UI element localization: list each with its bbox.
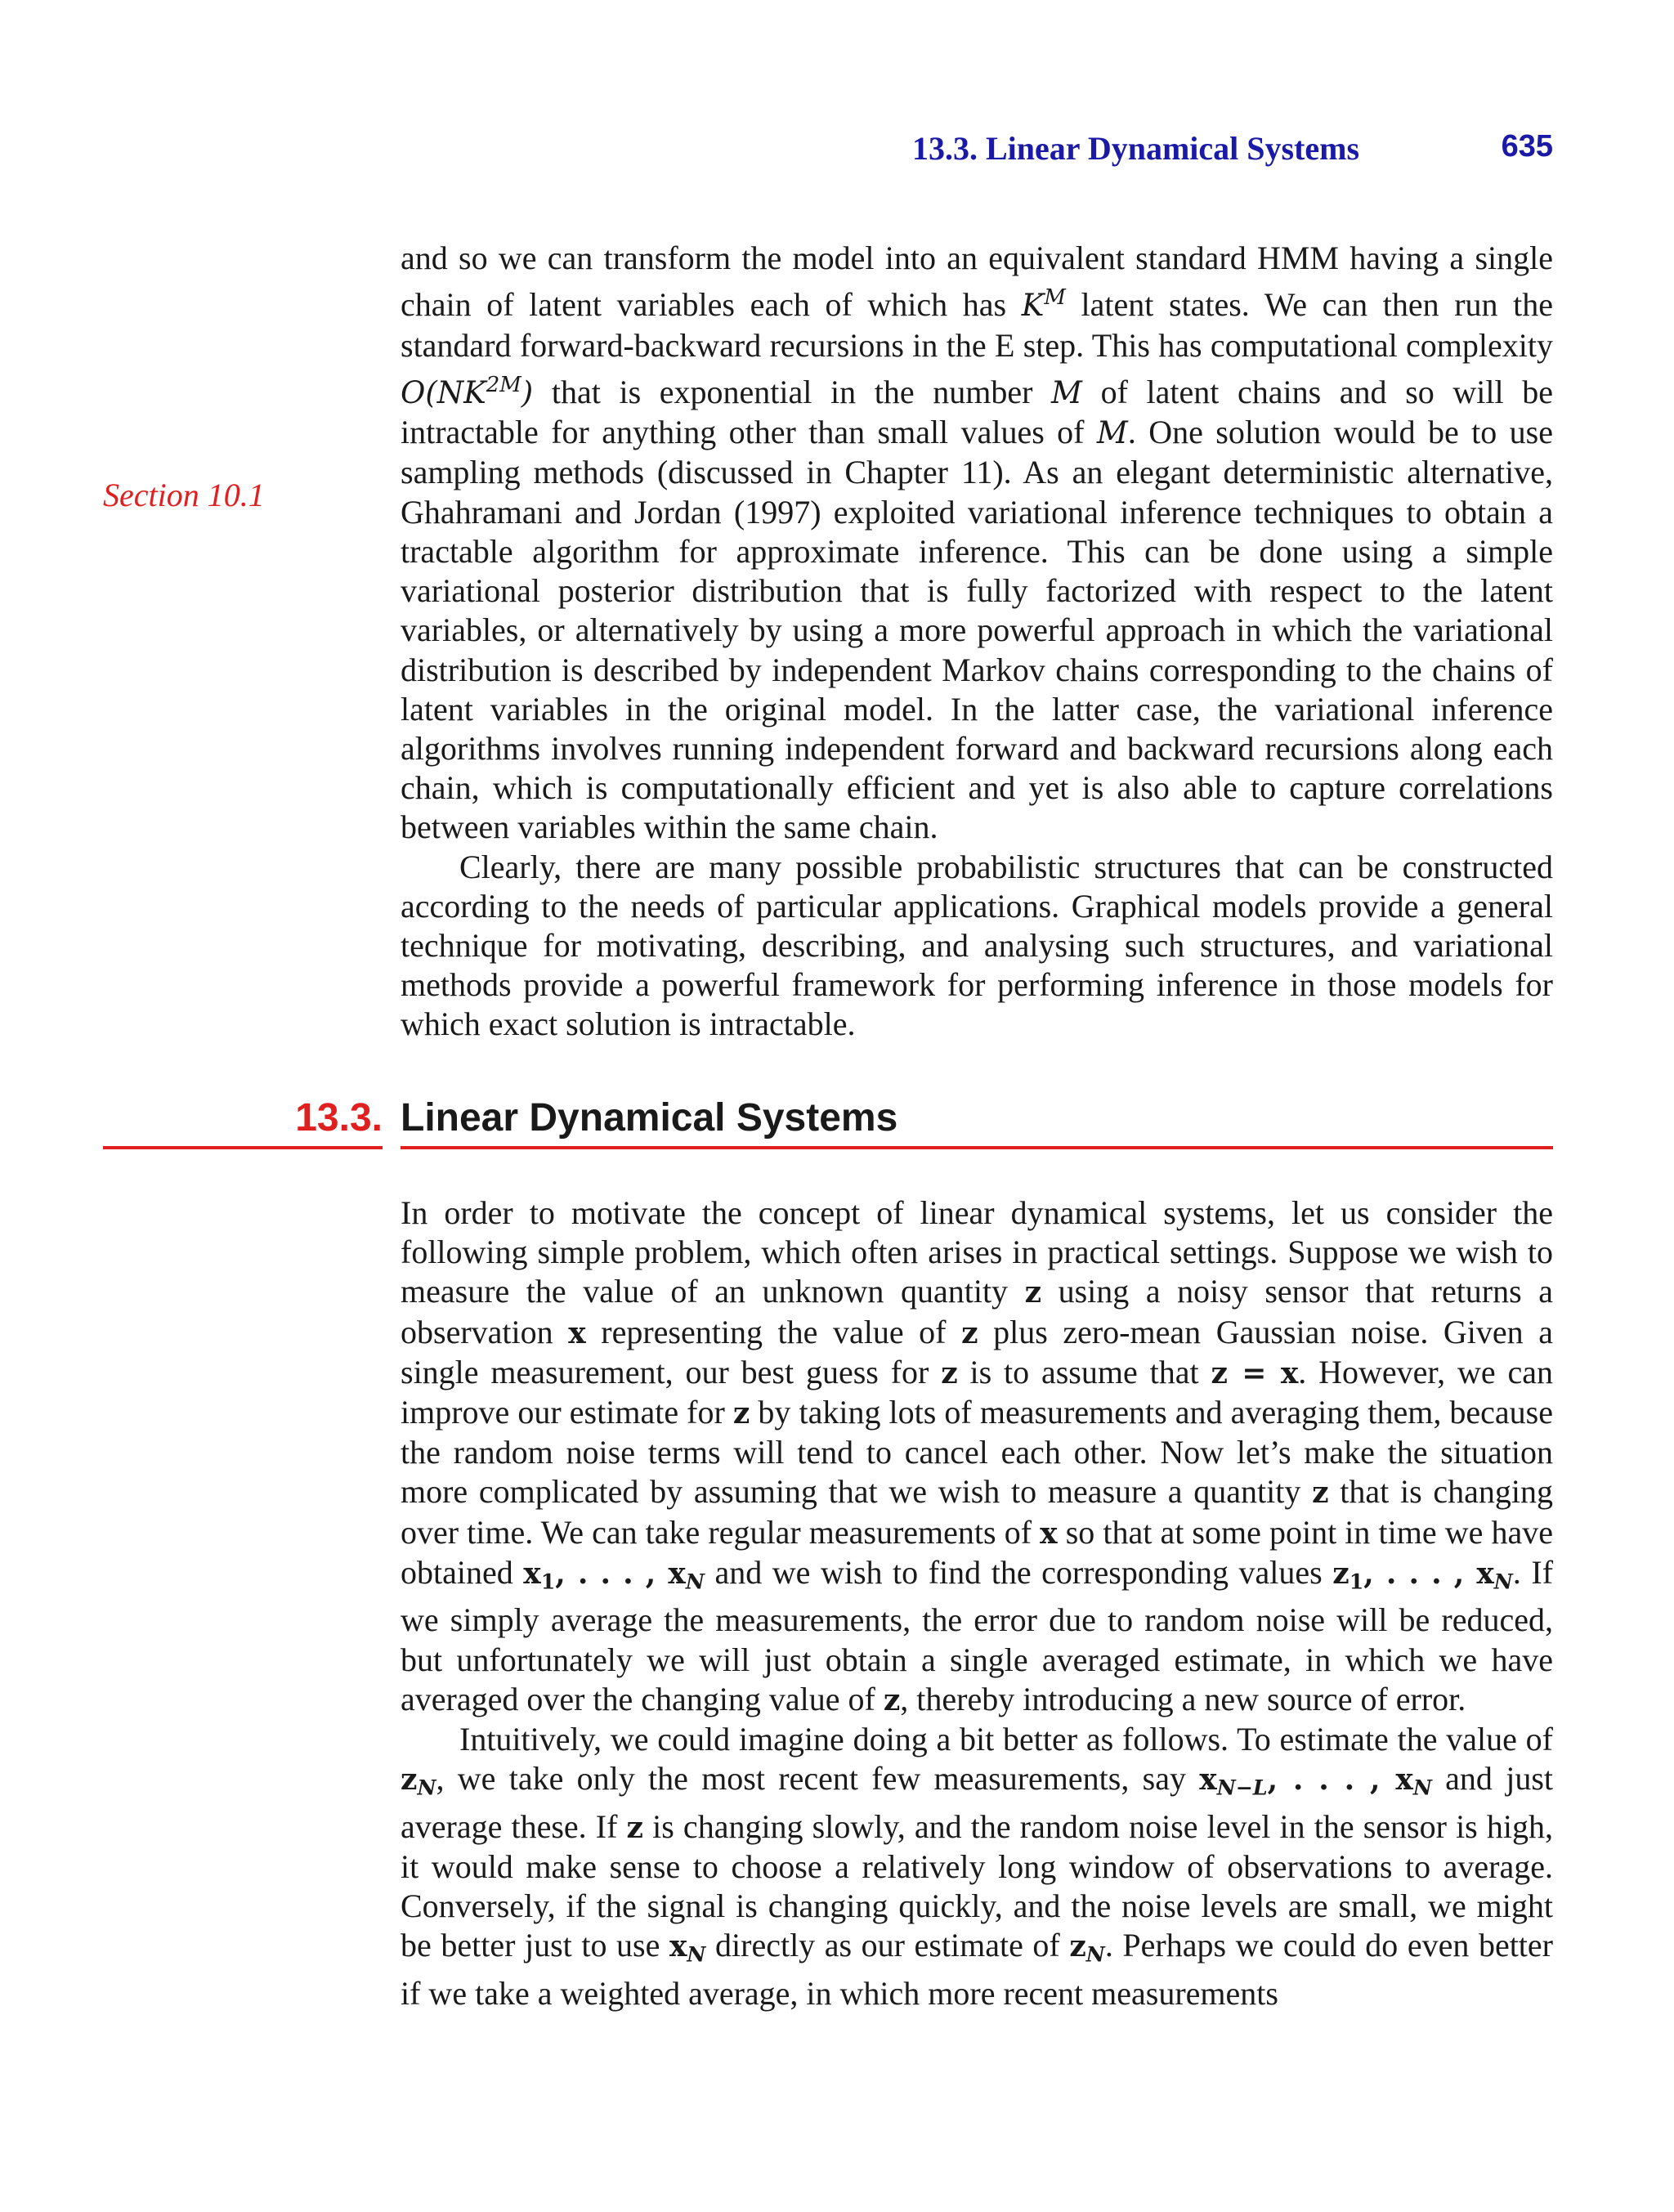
text-run: and just average these. If [401,1760,1553,1845]
text-run: so that at some point in time we have obtained [401,1513,1553,1591]
math-x: x [1040,1516,1058,1551]
text-run: Intuitively, we could imagine doing a bit better as follows. To estimate the value of [459,1720,1553,1758]
math-complexity-close: ) [521,375,534,411]
math-z-sequence [1332,1556,1513,1594]
math-z: z [626,1810,643,1845]
text-run: using a noisy sensor that returns a observation [401,1273,1553,1350]
text-run: by taking lots of measurements and averaging them, because the random noise terms will tend to cancel each other. Now let’s make the situation more complicated by assuming that we wish to measure a quantity [401,1394,1553,1511]
math-ellipsis: , . . . , x [555,1556,686,1591]
math-complexity-sup: 2M [486,372,521,397]
text-run: . If we simply average the measurements, the error due to random noise will be reduced, but unfortunately we will just obtain a single averaged estimate, in which we have averaged over the changing value of [401,1553,1554,1717]
math-equation: z = x [1211,1355,1299,1390]
margin-note-section-ref[interactable]: Section 10.1 [103,477,265,513]
top-text-block [401,239,1553,1045]
math-sub: N [1412,1775,1432,1800]
text-run: representing the value of [585,1313,962,1350]
section-rule-right [401,1146,1553,1149]
math-k-sup: M [1044,285,1066,311]
math-k [1021,285,1066,324]
math-sub: N [417,1775,436,1800]
paragraph-4 [401,1720,1553,2013]
math-z-base: z [401,1762,418,1798]
math-m: M [1096,415,1128,451]
math-x: x [568,1315,586,1350]
text-run: that is exponential in the number [533,374,1052,411]
math-z: z [961,1315,978,1350]
text-run: is changing slowly, and the random noise level in the sensor is high, it would make sense to choose a relatively long window of observations to average. Conversely, if the signal is changing quickly, and the noise levels are small, we might be better just to use [401,1807,1553,1964]
text-run: is to assume that [957,1353,1211,1390]
math-z: z [732,1396,750,1431]
math-z: z [941,1355,958,1390]
paragraph-3 [401,1193,1553,1720]
text-run: of latent chains and so will be intractable for anything other than small values of [401,374,1553,451]
text-run: and so we can transform the model into an equivalent standard HMM having a single chain of latent variables each of which has [401,240,1553,324]
text-run: and we wish to find the corresponding values [704,1553,1333,1591]
math-z: z [883,1682,901,1717]
math-z-base: z [1069,1929,1086,1964]
math-z-n [401,1762,436,1800]
math-sub: N [1085,1941,1105,1967]
math-complexity [401,372,534,411]
section-title: Linear Dynamical Systems [401,1096,898,1140]
running-head-title: 13.3. Linear Dynamical Systems [912,130,1360,167]
math-z: z [1312,1475,1329,1511]
paragraph-1 [401,239,1553,848]
text-run: directly as our estimate of [705,1927,1070,1964]
math-ellipsis: , . . . , x [1363,1556,1494,1591]
math-x-base: x [1199,1762,1217,1798]
math-x-window [1199,1762,1432,1800]
text-run: that is changing over time. We can take regular measurements of [401,1473,1554,1551]
math-x-base: x [523,1556,541,1591]
section-number: 13.3. [295,1096,383,1140]
text-run: , thereby introducing a new source of error. [900,1680,1466,1717]
math-z: z [1024,1275,1042,1310]
bottom-text-block [401,1193,1553,2013]
text-run: , we take only the most recent few measurements, say [436,1760,1200,1798]
math-sub: N [687,1941,706,1967]
math-sub: N [685,1569,705,1594]
paragraph-2: Clearly, there are many possible probabilistic structures that can be constructed according to the needs of particular applications. Graphical models provide a general technique for motivating, describing, and analysing such structures, and variational methods provide a powerful framework for performing inference in those models for which exact solution is intractable. [401,848,1553,1043]
page-number: 635 [1501,129,1553,163]
text-run: . However, we can improve our estimate for [401,1353,1553,1431]
math-m: M [1051,375,1082,411]
text-run: plus zero-mean Gaussian noise. Given a single measurement, our best guess for [401,1313,1553,1390]
text-run: In order to motivate the concept of linear dynamical systems, let us consider the following simple problem, which often arises in practical settings. Suppose we wish to measure the value of an unknown quantity [401,1194,1553,1310]
math-z-n [1069,1929,1105,1967]
math-sub: 1 [540,1569,556,1594]
math-ellipsis: , . . . , x [1267,1762,1413,1798]
math-sub: 1 [1349,1569,1364,1594]
text-run: latent states. We can then run the standard forward-backward recursions in the E step. This has computational complexity [401,286,1553,364]
math-sub: N−L [1216,1775,1268,1800]
math-z-base: z [1332,1556,1349,1591]
running-head [899,129,1553,175]
math-sub: N [1493,1569,1513,1594]
math-k-base: K [1021,288,1045,324]
section-rule-left [103,1146,383,1149]
math-x-sequence [523,1556,705,1594]
math-x-base: x [669,1929,687,1964]
text-run: . Perhaps we could do even better if we take a weighted average, in which more recent measurements [401,1927,1553,2012]
math-complexity-base: O(NK [401,375,486,411]
text-run: . One solution would be to use sampling methods (discussed in Chapter 11). As an elegant deterministic alternative, Ghahramani and Jordan (1997) exploited variational inference techniques to obtain a tractable algorithm for approximate inference. This can be done using a simple variational posterior distribution that is fully factorized with respect to the latent variables, or alternatively by using a more powerful approach in which the variational distribution is described by independent Markov chains corresponding to the chains of latent variables in the original model. In the latter case, the variational inference algorithms involves running independent forward and backward recursions along each chain, which is computationally efficient and yet is also able to capture correlations between variables within the same chain. [401,414,1554,846]
math-x-n [669,1929,706,1967]
